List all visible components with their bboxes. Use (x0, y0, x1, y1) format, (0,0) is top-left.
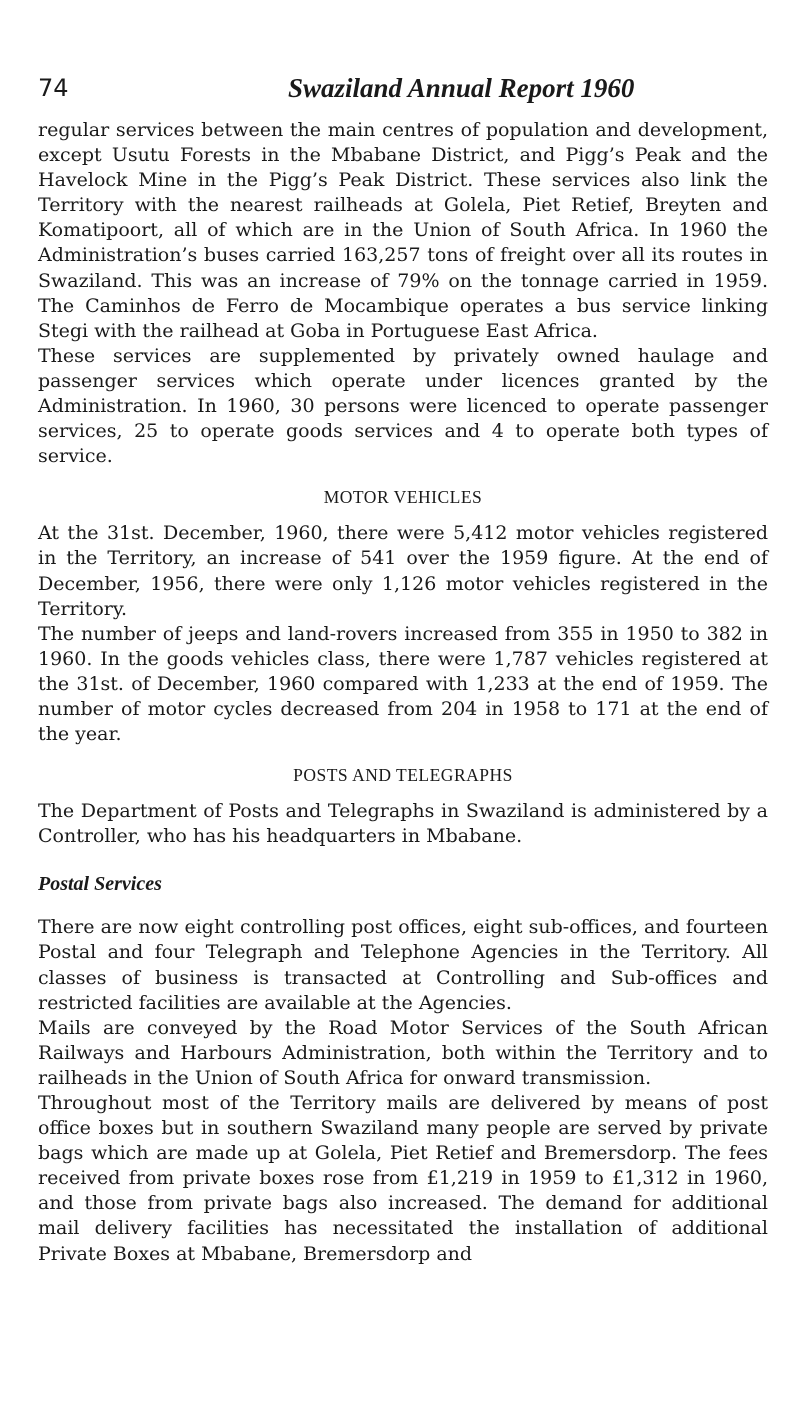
paragraph-vehicle-classes: The number of jeeps and land-rovers increased from 355 in 1950 to 382 in 1960. In the goods vehicles class, there were 1,787 vehicles registered at the 31st. of December, 1960 compared with 1,233 at the end of 1959. The number of motor cycles decreased from 204 in 1958 to 171 at the end of the year. (38, 622, 768, 746)
subheading-postal-services: Postal Services (38, 873, 162, 896)
page-number: 74 (38, 74, 69, 102)
paragraph-mail-conveyance: Mails are conveyed by the Road Motor Services of the South African Railways and Harbours Administration, both within the Territory and to railheads in the Union of South Africa for onward transmission. (38, 1016, 768, 1089)
document-page (38, 70, 768, 1267)
paragraph-vehicle-registrations: At the 31st. December, 1960, there were 5,412 motor vehicles registered in the Territory, an increase of 541 over the 1959 figure. At the end of December, 1956, there were only 1,126 motor vehicles registered in the Territory. (38, 522, 768, 620)
paragraph-bus-services: regular services between the main centres of population and development, except Usutu Forests in the Mbabane District, and Pigg’s Peak and the Havelock Mine in the Pigg’s Peak District. These services also link the Territory with the nearest railheads at Golela, Piet Retief, Breyten and Komatipoort, all of which are in the Union of South Africa. In 1960 the Administration’s buses carried 163,257 tons of freight over all its routes in Swaziland. This was an increase of 79% on the tonnage carried in 1959. The Caminhos de Ferro de Mocambique operates a bus service linking Stegi with the railhead at Goba in Portuguese East Africa. (38, 119, 768, 342)
paragraph-private-haulage: These services are supplemented by privately owned haulage and passenger services which operate under licences granted by the Administration. In 1960, 30 persons were licenced to operate passenger services, 25 to operate goods services and 4 to operate both types of service. (38, 344, 768, 468)
running-title: Swaziland Annual Report 1960 (288, 73, 635, 103)
section-heading-posts-telegraphs: POSTS AND TELEGRAPHS (293, 765, 513, 786)
paragraph-posts-department: The Department of Posts and Telegraphs in Swaziland is administered by a Controller, who has his headquarters in Mbabane. (38, 800, 768, 848)
paragraph-post-offices: There are now eight controlling post offices, eight sub-offices, and fourteen Postal and four Telegraph and Telephone Agencies in the Territory. All classes of business is transacted at Controlling and Sub-offices and restricted facilities are available at the Agencies. (38, 916, 768, 1014)
paragraph-mail-delivery: Throughout most of the Territory mails are delivered by means of post office boxes but in southern Swaziland many people are served by private bags which are made up at Golela, Piet Retief and Bremersdorp. The fees received from private boxes rose from £1,219 in 1959 to £1,312 in 1960, and those from private bags also increased. The demand for additional mail delivery facilities has necessitated the installation of additional Private Boxes at Mbabane, Bremersdorp and (38, 1092, 768, 1265)
section-heading-motor-vehicles: MOTOR VEHICLES (323, 487, 483, 508)
page-header (38, 70, 768, 118)
